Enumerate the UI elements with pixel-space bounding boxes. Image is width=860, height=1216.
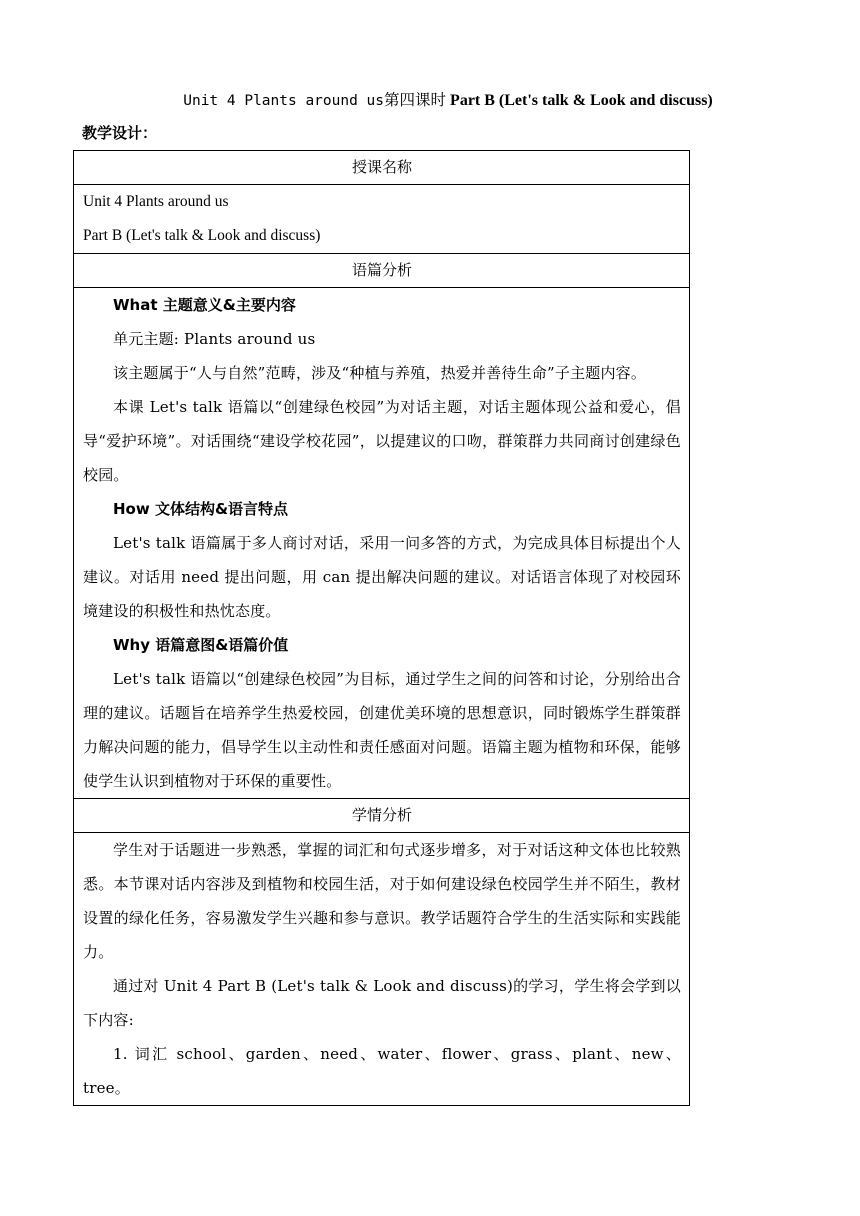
how-paragraph: Let's talk 语篇属于多人商讨对话，采用一问多答的方式，为完成具体目标提出个人建议。对话用 need 提出问题，用 can 提出解决问题的建议。对话语言体现了对校园环境建设的积极性和热忱态度。 (83, 534, 681, 620)
section-label: 教学设计： (82, 124, 158, 142)
text-analysis-header: 语篇分析 (74, 254, 690, 288)
why-heading: Why 语篇意图&语篇价值 (113, 636, 289, 654)
why-paragraph: Let's talk 语篇以“创建绿色校园”为目标，通过学生之间的问答和讨论，分别给出合理的建议。话题旨在培养学生热爱校园，创建优美环境的思想意识，同时锻炼学生群策群力解决问题的能力，倡导学生以主动性和责任感面对问题。语篇主题为植物和环保，能够使学生认识到植物对于环保的重要性。 (83, 670, 681, 790)
course-name-line: Part B (Let's talk & Look and discuss) (83, 227, 321, 244)
learner-paragraph: 通过对 Unit 4 Part B (Let's talk & Look and discuss)的学习，学生将会学到以下内容: (83, 977, 681, 1029)
title-part: Part B (Let's talk & Look and discuss) (446, 92, 713, 109)
text-analysis-cell (74, 288, 690, 799)
learner-analysis-cell (74, 833, 690, 1106)
lesson-design-table (73, 150, 690, 1106)
document-title (0, 88, 860, 113)
what-heading: What 主题意义&主要内容 (113, 296, 296, 314)
learner-paragraph: 学生对于话题进一步熟悉，掌握的词汇和句式逐步增多，对于对话这种文体也比较熟悉。本节课对话内容涉及到植物和校园生活，对于如何建设绿色校园学生并不陌生，教材设置的绿化任务，容易激发学生兴趣和参与意识。教学话题符合学生的生活实际和实践能力。 (83, 841, 681, 961)
course-name-header: 授课名称 (74, 151, 690, 185)
learner-analysis-header: 学情分析 (74, 799, 690, 833)
course-name-cell (74, 185, 690, 254)
what-paragraph: 单元主题: Plants around us (113, 330, 316, 348)
title-lesson: 第四课时 (384, 91, 447, 109)
learner-paragraph: 1. 词汇 school、garden、need、water、flower、grass、plant、new、tree。 (83, 1045, 681, 1097)
how-heading: How 文体结构&语言特点 (113, 500, 289, 518)
title-unit: Unit 4 Plants around us (183, 93, 385, 109)
what-paragraph: 本课 Let's talk 语篇以“创建绿色校园”为对话主题，对话主题体现公益和爱心，倡导“爱护环境”。对话围绕“建设学校花园”，以提建议的口吻，群策群力共同商讨创建绿色校园。 (83, 398, 681, 484)
course-name-line: Unit 4 Plants around us (83, 193, 229, 210)
what-paragraph: 该主题属于“人与自然”范畴，涉及“种植与养殖，热爱并善待生命”子主题内容。 (113, 364, 647, 382)
